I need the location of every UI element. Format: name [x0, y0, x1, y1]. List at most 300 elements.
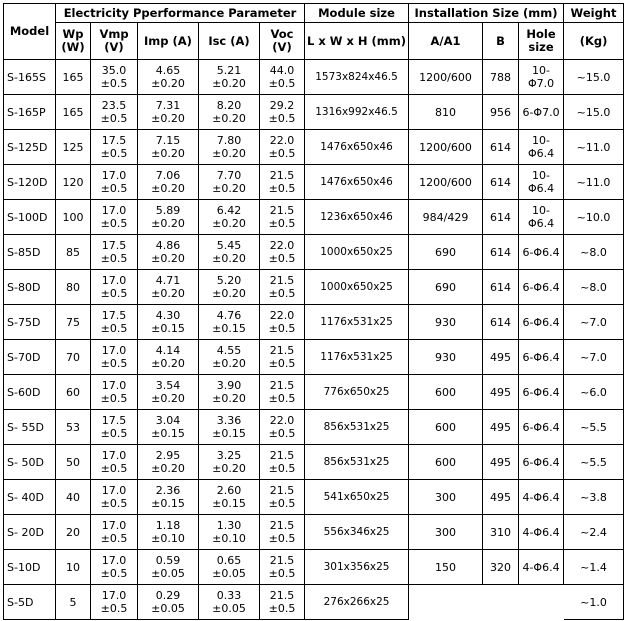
- cell-vmp-line2: ±0.5: [100, 462, 128, 475]
- cell-imp-line1: 0.29: [155, 589, 181, 602]
- cell-module-size: 556x346x25: [305, 515, 409, 550]
- cell-b: 614: [483, 130, 519, 165]
- cell-vmp-line2: ±0.5: [100, 252, 128, 265]
- table-header: [4, 4, 624, 60]
- cell-imp: [138, 585, 199, 620]
- cell-isc-line1: 0.65: [216, 554, 242, 567]
- cell-vmp-line1: 17.0: [101, 169, 127, 182]
- cell-model: S-10D: [4, 550, 56, 585]
- cell-a-a1: 300: [409, 515, 483, 550]
- cell-voc-line2: ±0.5: [268, 322, 296, 335]
- cell-model: S- 55D: [4, 410, 56, 445]
- cell-voc: [260, 585, 305, 620]
- cell-imp: [138, 375, 199, 410]
- cell-vmp-line1: 17.0: [101, 274, 127, 287]
- cell-b: 310: [483, 515, 519, 550]
- cell-a-a1: 1200/600: [409, 165, 483, 200]
- cell-model: S-165P: [4, 95, 56, 130]
- cell-voc-line2: ±0.5: [268, 462, 296, 475]
- cell-voc-line2: ±0.5: [268, 112, 296, 125]
- cell-wp: 165: [56, 95, 91, 130]
- cell-hole-line1: 10-: [532, 134, 550, 147]
- cell-imp-line2: ±0.20: [151, 287, 185, 300]
- cell-vmp: [91, 60, 138, 95]
- cell-vmp: [91, 235, 138, 270]
- cell-a-a1: 930: [409, 305, 483, 340]
- cell-b: 495: [483, 410, 519, 445]
- cell-a-a1: 690: [409, 235, 483, 270]
- cell-isc: [199, 130, 260, 165]
- cell-imp-line2: ±0.20: [151, 77, 185, 90]
- cell-isc-line2: ±0.15: [212, 322, 246, 335]
- cell-vmp-line1: 23.5: [101, 99, 127, 112]
- cell-vmp: [91, 515, 138, 550]
- cell-vmp: [91, 550, 138, 585]
- cell-model: S-75D: [4, 305, 56, 340]
- cell-hole-line2: Φ6.4: [527, 147, 555, 160]
- cell-vmp-line1: 17.0: [101, 449, 127, 462]
- cell-isc: [199, 515, 260, 550]
- table-row: [4, 340, 624, 375]
- cell-model: S-70D: [4, 340, 56, 375]
- cell-hole-size: [519, 235, 564, 270]
- header-vmp: [91, 23, 138, 60]
- cell-isc-line1: 5.21: [216, 64, 242, 77]
- cell-voc-line2: ±0.5: [268, 252, 296, 265]
- cell-a-a1: 150: [409, 550, 483, 585]
- cell-model: S-100D: [4, 200, 56, 235]
- cell-wp: 100: [56, 200, 91, 235]
- cell-voc-line2: ±0.5: [268, 602, 296, 615]
- cell-voc-line2: ±0.5: [268, 182, 296, 195]
- table-row: [4, 60, 624, 95]
- cell-module-size: 1000x650x25: [305, 235, 409, 270]
- cell-model: S-85D: [4, 235, 56, 270]
- cell-module-size: 276x266x25: [305, 585, 409, 620]
- cell-vmp-line1: 17.5: [101, 309, 127, 322]
- cell-vmp-line2: ±0.5: [100, 322, 128, 335]
- cell-hole-size: [519, 550, 564, 585]
- cell-imp-line1: 4.65: [155, 64, 181, 77]
- header-b: B: [483, 23, 519, 60]
- cell-isc-line1: 6.42: [216, 204, 242, 217]
- cell-vmp: [91, 480, 138, 515]
- header-voc-line2: (V): [272, 40, 292, 54]
- cell-voc-line1: 22.0: [269, 134, 295, 147]
- cell-isc-line2: ±0.20: [212, 77, 246, 90]
- cell-imp-line1: 4.30: [155, 309, 181, 322]
- cell-isc-line1: 3.25: [216, 449, 242, 462]
- cell-vmp-line2: ±0.5: [100, 532, 128, 545]
- cell-voc: [260, 550, 305, 585]
- cell-a-a1: 300: [409, 480, 483, 515]
- cell-voc: [260, 515, 305, 550]
- cell-voc-line2: ±0.5: [268, 77, 296, 90]
- cell-imp: [138, 550, 199, 585]
- cell-imp-line2: ±0.20: [151, 147, 185, 160]
- cell-weight: ~8.0: [564, 270, 624, 305]
- cell-vmp: [91, 130, 138, 165]
- header-lwh: L x W x H (mm): [305, 23, 409, 60]
- cell-vmp-line1: 17.5: [101, 414, 127, 427]
- cell-imp-line2: ±0.20: [151, 357, 185, 370]
- cell-hole-line1: 6-Φ6.4: [522, 420, 560, 434]
- cell-module-size: 1176x531x25: [305, 305, 409, 340]
- table-body: [4, 60, 624, 620]
- cell-hole-size: [519, 515, 564, 550]
- cell-voc-line1: 21.5: [269, 519, 295, 532]
- cell-imp-line1: 1.18: [155, 519, 181, 532]
- cell-isc-line1: 3.90: [216, 379, 242, 392]
- cell-isc-line2: ±0.20: [212, 182, 246, 195]
- cell-voc-line1: 21.5: [269, 449, 295, 462]
- cell-b: 614: [483, 235, 519, 270]
- cell-vmp-line2: ±0.5: [100, 392, 128, 405]
- cell-a-a1: 810: [409, 95, 483, 130]
- cell-isc-line1: 1.30: [216, 519, 242, 532]
- cell-voc-line1: 22.0: [269, 309, 295, 322]
- cell-vmp-line2: ±0.5: [100, 182, 128, 195]
- cell-weight: ~3.8: [564, 480, 624, 515]
- cell-isc-line1: 4.76: [216, 309, 242, 322]
- cell-hole-size: [519, 340, 564, 375]
- cell-voc: [260, 305, 305, 340]
- cell-vmp-line2: ±0.5: [100, 427, 128, 440]
- cell-installation-empty: [409, 585, 564, 620]
- header-voc-line1: Voc: [270, 27, 294, 41]
- cell-voc: [260, 270, 305, 305]
- cell-module-size: 1476x650x46: [305, 165, 409, 200]
- cell-imp: [138, 235, 199, 270]
- cell-b: 495: [483, 480, 519, 515]
- cell-imp-line1: 3.54: [155, 379, 181, 392]
- table-row: [4, 235, 624, 270]
- cell-vmp: [91, 165, 138, 200]
- cell-vmp: [91, 270, 138, 305]
- cell-module-size: 301x356x25: [305, 550, 409, 585]
- cell-voc-line1: 29.2: [269, 99, 295, 112]
- table-row: [4, 200, 624, 235]
- cell-hole-size: [519, 445, 564, 480]
- cell-module-size: 1000x650x25: [305, 270, 409, 305]
- cell-hole-size: [519, 60, 564, 95]
- cell-wp: 40: [56, 480, 91, 515]
- header-hole-line2: size: [528, 40, 554, 54]
- cell-model: S-5D: [4, 585, 56, 620]
- cell-module-size: 1476x650x46: [305, 130, 409, 165]
- cell-voc-line2: ±0.5: [268, 147, 296, 160]
- cell-hole-line1: 6-Φ7.0: [522, 105, 560, 119]
- cell-imp-line2: ±0.05: [151, 602, 185, 615]
- cell-hole-size: [519, 130, 564, 165]
- cell-vmp-line1: 17.5: [101, 239, 127, 252]
- cell-hole-line1: 10-: [532, 64, 550, 77]
- cell-hole-size: [519, 480, 564, 515]
- cell-voc-line1: 21.5: [269, 344, 295, 357]
- cell-isc: [199, 305, 260, 340]
- cell-isc-line1: 5.45: [216, 239, 242, 252]
- cell-isc: [199, 445, 260, 480]
- cell-voc-line1: 21.5: [269, 554, 295, 567]
- cell-imp: [138, 515, 199, 550]
- cell-module-size: 541x650x25: [305, 480, 409, 515]
- cell-isc-line1: 7.80: [216, 134, 242, 147]
- cell-wp: 85: [56, 235, 91, 270]
- cell-hole-line1: 10-: [532, 169, 550, 182]
- cell-imp-line1: 3.04: [155, 414, 181, 427]
- cell-isc-line2: ±0.05: [212, 567, 246, 580]
- cell-isc: [199, 270, 260, 305]
- cell-model: S-125D: [4, 130, 56, 165]
- cell-hole-line1: 6-Φ6.4: [522, 280, 560, 294]
- cell-isc: [199, 375, 260, 410]
- cell-imp-line1: 4.14: [155, 344, 181, 357]
- table-row: [4, 445, 624, 480]
- cell-voc: [260, 235, 305, 270]
- cell-weight: ~10.0: [564, 200, 624, 235]
- cell-isc-line1: 7.70: [216, 169, 242, 182]
- cell-imp-line1: 4.86: [155, 239, 181, 252]
- cell-isc: [199, 480, 260, 515]
- cell-imp: [138, 305, 199, 340]
- cell-wp: 5: [56, 585, 91, 620]
- cell-b: 614: [483, 270, 519, 305]
- cell-isc-line2: ±0.10: [212, 532, 246, 545]
- cell-model: S- 40D: [4, 480, 56, 515]
- cell-weight: ~15.0: [564, 60, 624, 95]
- cell-vmp-line1: 17.5: [101, 134, 127, 147]
- cell-vmp: [91, 340, 138, 375]
- cell-voc-line2: ±0.5: [268, 567, 296, 580]
- header-weight-group: Weight: [564, 4, 624, 23]
- header-hole-line1: Hole: [526, 27, 556, 41]
- cell-weight: ~1.4: [564, 550, 624, 585]
- cell-a-a1: 690: [409, 270, 483, 305]
- cell-hole-size: [519, 305, 564, 340]
- cell-a-a1: 930: [409, 340, 483, 375]
- cell-weight: ~8.0: [564, 235, 624, 270]
- cell-voc-line1: 21.5: [269, 589, 295, 602]
- cell-vmp: [91, 410, 138, 445]
- cell-vmp-line1: 17.0: [101, 519, 127, 532]
- table-row: [4, 375, 624, 410]
- cell-voc-line2: ±0.5: [268, 217, 296, 230]
- cell-voc: [260, 165, 305, 200]
- cell-b: 495: [483, 375, 519, 410]
- cell-wp: 80: [56, 270, 91, 305]
- cell-imp-line2: ±0.20: [151, 252, 185, 265]
- cell-imp: [138, 410, 199, 445]
- cell-b: 956: [483, 95, 519, 130]
- cell-voc-line1: 21.5: [269, 379, 295, 392]
- cell-a-a1: 600: [409, 445, 483, 480]
- cell-model: S-120D: [4, 165, 56, 200]
- cell-vmp-line1: 17.0: [101, 589, 127, 602]
- cell-imp: [138, 165, 199, 200]
- cell-weight: ~7.0: [564, 305, 624, 340]
- cell-imp-line2: ±0.20: [151, 462, 185, 475]
- header-a-a1: A/A1: [409, 23, 483, 60]
- cell-imp: [138, 130, 199, 165]
- header-wp: [56, 23, 91, 60]
- cell-hole-line1: 6-Φ6.4: [522, 455, 560, 469]
- cell-imp-line2: ±0.15: [151, 322, 185, 335]
- cell-isc: [199, 200, 260, 235]
- cell-voc-line2: ±0.5: [268, 427, 296, 440]
- cell-weight: ~11.0: [564, 130, 624, 165]
- cell-isc-line1: 4.55: [216, 344, 242, 357]
- cell-weight: ~6.0: [564, 375, 624, 410]
- cell-isc-line2: ±0.20: [212, 112, 246, 125]
- cell-imp: [138, 200, 199, 235]
- header-vmp-line1: Vmp: [99, 27, 129, 41]
- cell-imp: [138, 445, 199, 480]
- cell-a-a1: 600: [409, 410, 483, 445]
- cell-vmp-line1: 17.0: [101, 344, 127, 357]
- header-vmp-line2: (V): [104, 40, 124, 54]
- cell-weight: ~11.0: [564, 165, 624, 200]
- cell-weight: ~7.0: [564, 340, 624, 375]
- cell-wp: 50: [56, 445, 91, 480]
- cell-hole-size: [519, 270, 564, 305]
- cell-b: 495: [483, 340, 519, 375]
- cell-vmp-line2: ±0.5: [100, 217, 128, 230]
- cell-voc-line2: ±0.5: [268, 532, 296, 545]
- cell-hole-line1: 4-Φ6.4: [522, 525, 560, 539]
- cell-weight: ~1.0: [564, 585, 624, 620]
- table-row: [4, 515, 624, 550]
- cell-imp: [138, 95, 199, 130]
- cell-isc-line2: ±0.05: [212, 602, 246, 615]
- cell-vmp: [91, 95, 138, 130]
- cell-imp-line2: ±0.20: [151, 217, 185, 230]
- header-hole-size: [519, 23, 564, 60]
- cell-vmp-line2: ±0.5: [100, 602, 128, 615]
- cell-isc-line2: ±0.20: [212, 147, 246, 160]
- cell-voc: [260, 200, 305, 235]
- cell-voc: [260, 95, 305, 130]
- cell-b: 495: [483, 445, 519, 480]
- cell-vmp-line2: ±0.5: [100, 77, 128, 90]
- cell-module-size: 776x650x25: [305, 375, 409, 410]
- cell-voc: [260, 60, 305, 95]
- cell-hole-line1: 6-Φ6.4: [522, 245, 560, 259]
- cell-model: S- 20D: [4, 515, 56, 550]
- table-row: [4, 480, 624, 515]
- cell-vmp-line2: ±0.5: [100, 147, 128, 160]
- cell-b: 614: [483, 200, 519, 235]
- cell-vmp-line1: 17.0: [101, 554, 127, 567]
- cell-imp-line1: 0.59: [155, 554, 181, 567]
- cell-isc-line1: 3.36: [216, 414, 242, 427]
- table-row: [4, 95, 624, 130]
- cell-b: 614: [483, 165, 519, 200]
- cell-vmp: [91, 375, 138, 410]
- cell-isc-line2: ±0.15: [212, 497, 246, 510]
- cell-weight: ~5.5: [564, 445, 624, 480]
- cell-voc: [260, 410, 305, 445]
- cell-voc-line2: ±0.5: [268, 497, 296, 510]
- cell-isc-line1: 5.20: [216, 274, 242, 287]
- cell-module-size: 1236x650x46: [305, 200, 409, 235]
- cell-hole-size: [519, 165, 564, 200]
- cell-imp-line2: ±0.05: [151, 567, 185, 580]
- cell-module-size: 856x531x25: [305, 445, 409, 480]
- header-model: Model: [4, 4, 56, 60]
- cell-imp-line1: 5.89: [155, 204, 181, 217]
- cell-vmp-line1: 17.0: [101, 484, 127, 497]
- cell-wp: 20: [56, 515, 91, 550]
- cell-hole-line2: Φ6.4: [527, 182, 555, 195]
- specification-table: [3, 3, 624, 620]
- cell-wp: 120: [56, 165, 91, 200]
- cell-voc: [260, 130, 305, 165]
- table-row: [4, 305, 624, 340]
- cell-hole-size: [519, 375, 564, 410]
- cell-hole-line2: Φ7.0: [527, 77, 555, 90]
- cell-imp-line2: ±0.20: [151, 392, 185, 405]
- cell-wp: 70: [56, 340, 91, 375]
- cell-weight: ~15.0: [564, 95, 624, 130]
- cell-vmp-line1: 17.0: [101, 204, 127, 217]
- cell-hole-line1: 4-Φ6.4: [522, 560, 560, 574]
- table-row: [4, 270, 624, 305]
- cell-voc: [260, 480, 305, 515]
- cell-voc-line1: 22.0: [269, 414, 295, 427]
- cell-hole-line2: Φ6.4: [527, 217, 555, 230]
- cell-hole-line1: 6-Φ6.4: [522, 350, 560, 364]
- cell-imp: [138, 340, 199, 375]
- cell-a-a1: 984/429: [409, 200, 483, 235]
- cell-imp-line1: 2.36: [155, 484, 181, 497]
- cell-hole-size: [519, 200, 564, 235]
- cell-vmp: [91, 585, 138, 620]
- cell-voc-line1: 44.0: [269, 64, 295, 77]
- cell-voc-line1: 22.0: [269, 239, 295, 252]
- cell-isc-line1: 2.60: [216, 484, 242, 497]
- cell-a-a1: 600: [409, 375, 483, 410]
- cell-isc-line2: ±0.20: [212, 287, 246, 300]
- table-row: [4, 550, 624, 585]
- header-wp-line2: (W): [61, 40, 85, 54]
- cell-isc: [199, 585, 260, 620]
- header-kg: (Kg): [564, 23, 624, 60]
- cell-module-size: 1573x824x46.5: [305, 60, 409, 95]
- cell-wp: 165: [56, 60, 91, 95]
- cell-isc: [199, 95, 260, 130]
- cell-vmp: [91, 305, 138, 340]
- cell-voc: [260, 445, 305, 480]
- cell-isc-line2: ±0.20: [212, 252, 246, 265]
- cell-hole-line1: 6-Φ6.4: [522, 385, 560, 399]
- cell-model: S-60D: [4, 375, 56, 410]
- header-imp: Imp (A): [138, 23, 199, 60]
- cell-voc-line1: 21.5: [269, 274, 295, 287]
- cell-vmp: [91, 445, 138, 480]
- cell-isc-line2: ±0.20: [212, 462, 246, 475]
- header-installation-group: Installation Size (mm): [409, 4, 564, 23]
- cell-voc: [260, 340, 305, 375]
- cell-voc-line2: ±0.5: [268, 392, 296, 405]
- cell-hole-line1: 10-: [532, 204, 550, 217]
- cell-isc: [199, 550, 260, 585]
- cell-hole-line1: 4-Φ6.4: [522, 490, 560, 504]
- cell-weight: ~5.5: [564, 410, 624, 445]
- cell-vmp-line2: ±0.5: [100, 497, 128, 510]
- cell-b: 788: [483, 60, 519, 95]
- cell-imp-line1: 2.95: [155, 449, 181, 462]
- cell-weight: ~2.4: [564, 515, 624, 550]
